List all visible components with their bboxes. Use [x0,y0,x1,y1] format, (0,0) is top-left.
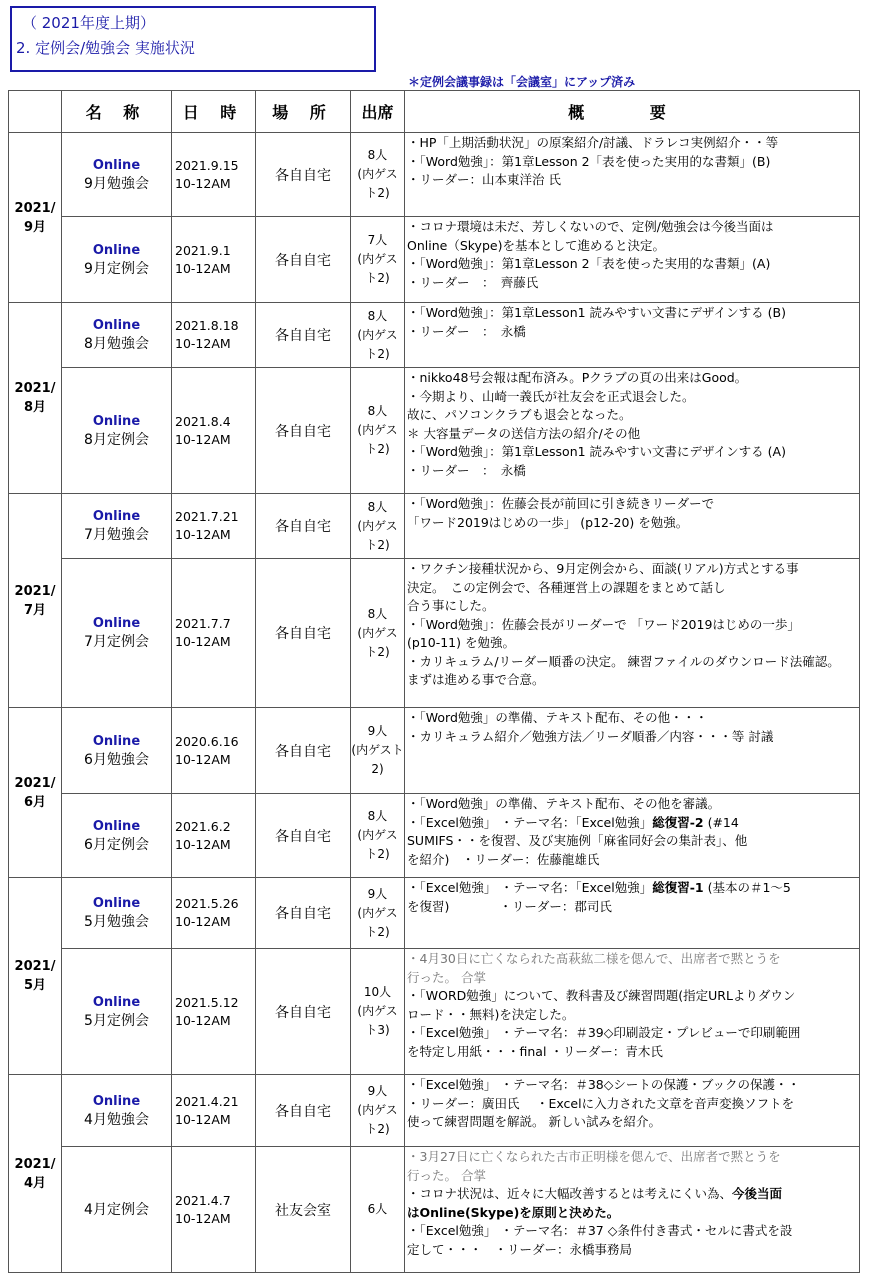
datetime-cell [172,794,256,878]
summary-cell [405,878,860,949]
attendance-cell [351,1075,405,1147]
meeting-name-cell [62,559,172,708]
minutes-note: ＊定例会議事録は「会議室」にアップ済み [408,75,636,89]
summary-line: ・ワクチン接種状況から、9月定例会から、面談(リアル)方式とする事 [407,561,799,576]
summary-line: ・「Excel勉強」 ・テーマ名：＃39◇印刷設定・プレビューで印刷範囲 [407,1025,801,1040]
meeting-date: 2021.7.7 [175,616,231,631]
meeting-name: 8月定例会 [84,431,149,448]
attendance-line: 8人 [367,499,388,514]
header-summary: 概 要 [405,91,860,133]
period-title: （ 2021年度上期） [22,14,155,32]
summary-line: ・「Word勉強」：第1章Lesson1 読みやすい文書にデザインする (A) [407,444,786,459]
attendance-line: 10人 [363,985,392,999]
meeting-date: 2021.8.4 [175,413,231,429]
summary-line: ・「Word勉強」：佐藤会長が前回に引き続きリーダーで [407,496,715,511]
header-place: 場 所 [256,91,351,133]
meeting-name: 4月勉強会 [84,1111,149,1128]
attendance-cell [351,559,405,708]
summary-line: ・コロナ環境は未だ、芳しくないので、定例/勉強会は今後当面は [407,219,774,234]
summary-line: 「ワード2019はじめの一歩」 (p12-20) を勉強。 [407,514,689,530]
online-label: Online [92,733,141,749]
attendance-line: 9人 [367,886,388,901]
attendance-line: 8人 [367,606,388,621]
datetime-cell [172,133,256,217]
meeting-date: 2021.9.1 [175,242,231,258]
online-label: Online [92,157,141,173]
summary-line: 定して・・・ ・リーダー：永橋事務局 [407,1241,633,1257]
attendance-line: (内ゲス [357,327,398,342]
attendance-line: ト2) [365,644,390,659]
summary-line: ・「Word勉強」の準備、テキスト配布、その他を審議。 [407,796,721,811]
place-cell: 各自自宅 [256,878,351,949]
summary-line: ・「Excel勉強」 ・テーマ名：「Excel勉強」総復習-1 (基本の＃1～5 [407,880,791,895]
summary-cell [405,794,860,878]
attendance-line: (内ゲス [357,1103,398,1117]
attendance-cell [351,794,405,878]
meeting-name-cell [62,494,172,559]
table-row [9,217,860,303]
meeting-name-cell [62,368,172,494]
table-row [9,878,860,949]
summary-line: ・「Word勉強」：第1章Lesson1 読みやすい文書にデザインする (B) [407,305,786,320]
meeting-date: 2021.7.21 [175,509,239,524]
meeting-time: 10-12AM [175,175,231,191]
period-cell [9,708,62,878]
meeting-time: 10-12AM [175,836,231,852]
meeting-time: 10-12AM [175,1111,231,1127]
attendance-cell [351,949,405,1075]
meeting-time: 10-12AM [175,260,231,276]
meeting-name: 4月定例会 [84,1201,149,1218]
attendance-line: ト2) [365,346,390,361]
attendance-line: (内ゲス [357,905,398,920]
period-cell [9,878,62,1075]
summary-line: 使って練習問題を解説。 新しい試みを紹介。 [407,1114,661,1129]
summary-line: SUMIFS・・を復習、及び実施例「麻雀同好会の集計表」、他 [407,833,748,848]
meeting-date: 2020.6.16 [175,733,239,749]
summary-line: ・4月30日に亡くなられた髙萩紘二様を偲んで、出席者で黙とうを [407,951,781,966]
place-cell: 各自自宅 [256,1075,351,1147]
summary-line: ＊ 大容量データの送信方法の紹介/その他 [407,425,641,441]
period-label: 2021/ [14,1156,56,1172]
section-title: 2. 定例会/勉強会 実施状況 [16,39,195,57]
datetime-cell [172,368,256,494]
summary-line: ・「Excel勉強」 ・テーマ名：＃37 ◇条件付き書式・セルに書式を設 [407,1223,793,1238]
table-row [9,1147,860,1273]
meeting-date: 2021.4.21 [175,1093,239,1109]
table-row [9,368,860,494]
attendance-line: ト2) [365,1122,390,1136]
summary-line: ・リーダー：廣田氏 ・Excelに入力された文章を音声変換ソフトを [407,1095,795,1111]
meeting-time: 10-12AM [175,1210,231,1226]
header-blank [9,91,62,133]
meeting-date: 2021.4.7 [175,1192,231,1208]
attendance-cell [351,1147,405,1273]
attendance-line: 6人 [367,1202,388,1216]
datetime-cell [172,217,256,303]
summary-line: 決定。 この定例会で、各種運営上の課題をまとめて話し [407,579,726,595]
place-cell: 社友会室 [256,1147,351,1273]
meeting-name-cell [62,708,172,794]
summary-cell [405,368,860,494]
summary-cell [405,494,860,559]
online-label: Online [92,896,141,911]
online-label: Online [92,1093,141,1109]
period-label: 7月 [23,602,47,618]
summary-line: はOnline(Skype)を原則と決めた。 [407,1204,620,1220]
table-row [9,794,860,878]
period-label: 2021/ [14,200,56,216]
summary-line: 合う事にした。 [407,598,495,613]
meeting-name-cell [62,133,172,217]
attendance-line: 7人 [367,233,388,247]
meeting-name: 5月勉強会 [84,914,149,930]
place-cell: 各自自宅 [256,559,351,708]
online-label: Online [92,318,141,333]
summary-line: ・リーダー ： 永橋 [407,323,526,339]
summary-line: 故に、パソコンクラブも退会となった。 [407,407,632,422]
summary-line: ・「WORD勉強」について、教科書及び練習問題(指定URLよりダウン [407,988,796,1003]
meeting-time: 10-12AM [175,336,231,351]
period-label: 9月 [23,219,47,235]
period-label: 8月 [23,400,47,415]
summary-line: を特定し用紙・・・final ・リーダー：青木氏 [407,1043,663,1059]
attendance-line: 8人 [367,404,388,418]
attendance-line: ト3) [365,1023,390,1037]
place-cell: 各自自宅 [256,217,351,303]
summary-cell [405,1075,860,1147]
attendance-cell [351,878,405,949]
place-cell: 各自自宅 [256,949,351,1075]
summary-cell [405,1147,860,1273]
meeting-date: 2021.5.26 [175,896,239,911]
summary-line: ・nikko48号会報は配布済み。Pクラブの頁の出来はGood。 [407,370,748,385]
attendance-cell [351,494,405,559]
period-cell [9,1075,62,1273]
meeting-name-cell [62,949,172,1075]
table-row [9,1075,860,1147]
summary-cell [405,303,860,368]
attendance-line: 8人 [367,148,388,162]
meeting-name-cell [62,878,172,949]
attendance-line: ト2) [365,442,390,456]
meeting-date: 2021.8.18 [175,318,239,333]
summary-line: ・3月27日に亡くなられた古市正明様を偲んで、出席者で黙とうを [407,1149,781,1164]
datetime-cell [172,708,256,794]
meeting-name: 7月勉強会 [84,527,149,543]
table-row [9,708,860,794]
meeting-name: 6月勉強会 [84,751,149,768]
meeting-name: 9月定例会 [84,260,149,277]
place-cell: 各自自宅 [256,303,351,368]
datetime-cell [172,949,256,1075]
period-label: 2021/ [14,959,56,974]
period-cell [9,133,62,303]
period-cell [9,303,62,494]
meeting-name: 6月定例会 [84,836,149,853]
meeting-date: 2021.9.15 [175,157,239,173]
place-cell: 各自自宅 [256,368,351,494]
attendance-line: (内ゲス [357,167,398,181]
attendance-line: 8人 [367,308,388,323]
summary-line: ・リーダー ： 永橋 [407,462,526,478]
attendance-line: (内ゲス [357,252,398,266]
header-datetime: 日 時 [172,91,256,133]
online-label: Online [92,242,141,258]
period-label: 5月 [23,978,47,993]
online-label: Online [92,413,141,429]
meeting-name: 8月勉強会 [84,336,149,352]
meeting-name-cell [62,217,172,303]
attendance-line: (内ゲス [357,625,398,640]
period-label: 2021/ [14,381,56,396]
summary-line: を紹介) ・リーダー：佐藤龍雄氏 [407,851,600,867]
meeting-time: 10-12AM [175,751,231,767]
meeting-date: 2021.5.12 [175,994,239,1010]
summary-line: 行った。 合掌 [407,1167,486,1183]
summary-line: ・「Word勉強」：第1章Lesson 2「表を使った実用的な書類」(B) [407,153,771,169]
online-label: Online [92,616,141,631]
attendance-line: 9人 [367,1084,388,1098]
meeting-time: 10-12AM [175,1012,231,1028]
datetime-cell [172,1147,256,1273]
summary-line: 行った。 合掌 [407,969,486,985]
summary-line: ・カリキュラム/リーダー順番の決定。 練習ファイルのダウンロード法確認。 [407,653,840,669]
attendance-line: 2) [371,762,384,776]
meeting-time: 10-12AM [175,527,231,542]
summary-line: ・リーダー：山本東洋治 氏 [407,172,561,187]
table-row [9,559,860,708]
attendance-line: (内ゲスト [351,743,404,757]
summary-line: ・HP「上期活動状況」の原案紹介/討議、ドラレコ実例紹介・・等 [407,135,779,150]
summary-line: ・カリキュラム紹介／勉強方法／リーダ順番／内容・・・等 討議 [407,728,774,744]
attendance-line: ト2) [365,924,390,939]
online-label: Online [92,818,141,834]
datetime-cell [172,494,256,559]
attendance-line: (内ゲス [357,828,398,842]
period-label: 2021/ [14,775,56,791]
period-label: 6月 [23,794,47,810]
table-row [9,494,860,559]
attendance-line: ト2) [365,186,390,200]
attendance-line: 8人 [367,809,388,823]
attendance-line: ト2) [365,271,390,285]
period-label: 4月 [23,1175,47,1191]
online-label: Online [92,994,141,1010]
place-cell: 各自自宅 [256,708,351,794]
summary-line: ・リーダー ： 齊藤氏 [407,274,539,290]
attendance-line: ト2) [365,847,390,861]
meeting-name-cell [62,1147,172,1273]
summary-cell [405,133,860,217]
meeting-name: 5月定例会 [84,1012,149,1029]
meeting-name-cell [62,794,172,878]
summary-line: Online（Skype)を基本として進めると決定。 [407,237,665,253]
attendance-line: (内ゲス [357,518,398,533]
attendance-line: ト2) [365,537,390,552]
attendance-cell [351,708,405,794]
attendance-cell [351,133,405,217]
meeting-time: 10-12AM [175,431,231,447]
summary-cell [405,949,860,1075]
summary-line: ・「Excel勉強」 ・テーマ名：「Excel勉強」総復習-2 (#14 [407,814,739,830]
summary-cell [405,708,860,794]
table-row [9,133,860,217]
summary-line: ・今期より、山崎一義氏が社友会を正式退会した。 [407,388,695,404]
summary-line: ・「Excel勉強」 ・テーマ名：＃38◇シートの保護・ブックの保護・・ [407,1077,800,1092]
table-row [9,949,860,1075]
table-row [9,303,860,368]
attendance-cell [351,303,405,368]
summary-line: ・「Word勉強」：佐藤会長がリーダーで 「ワード2019はじめの一歩」 [407,616,800,632]
datetime-cell [172,303,256,368]
place-cell: 各自自宅 [256,133,351,217]
meeting-time: 10-12AM [175,634,231,649]
meeting-name: 9月勉強会 [84,175,149,192]
header-name: 名 称 [62,91,172,133]
summary-line: まずは進める事で合意。 [407,672,545,687]
period-cell [9,494,62,708]
table-header-row [9,91,860,133]
attendance-line: 9人 [367,724,388,738]
attendance-cell [351,368,405,494]
attendance-line: (内ゲス [357,423,398,437]
meeting-name: 7月定例会 [84,634,149,650]
summary-cell [405,559,860,708]
summary-cell [405,217,860,303]
summary-line: (p10-11) を勉強。 [407,635,515,650]
summary-line: を復習) ・リーダー：郡司氏 [407,898,612,914]
header-attendance: 出席 [351,91,405,133]
online-label: Online [92,509,141,524]
meeting-table [8,90,860,1273]
meeting-name-cell [62,1075,172,1147]
summary-line: ・コロナ状況は、近々に大幅改善するとは考えにくい為、今後当面 [407,1186,783,1201]
datetime-cell [172,559,256,708]
place-cell: 各自自宅 [256,794,351,878]
datetime-cell [172,1075,256,1147]
summary-line: ロード・・無料)を決定した。 [407,1006,575,1022]
summary-line: ・「Word勉強」の準備、テキスト配布、その他・・・ [407,710,708,725]
attendance-cell [351,217,405,303]
meeting-date: 2021.6.2 [175,818,231,834]
datetime-cell [172,878,256,949]
summary-line: ・「Word勉強」：第1章Lesson 2「表を使った実用的な書類」(A) [407,256,771,271]
period-label: 2021/ [14,583,56,599]
meeting-name-cell [62,303,172,368]
meeting-time: 10-12AM [175,914,231,929]
place-cell: 各自自宅 [256,494,351,559]
attendance-line: (内ゲス [357,1004,398,1018]
